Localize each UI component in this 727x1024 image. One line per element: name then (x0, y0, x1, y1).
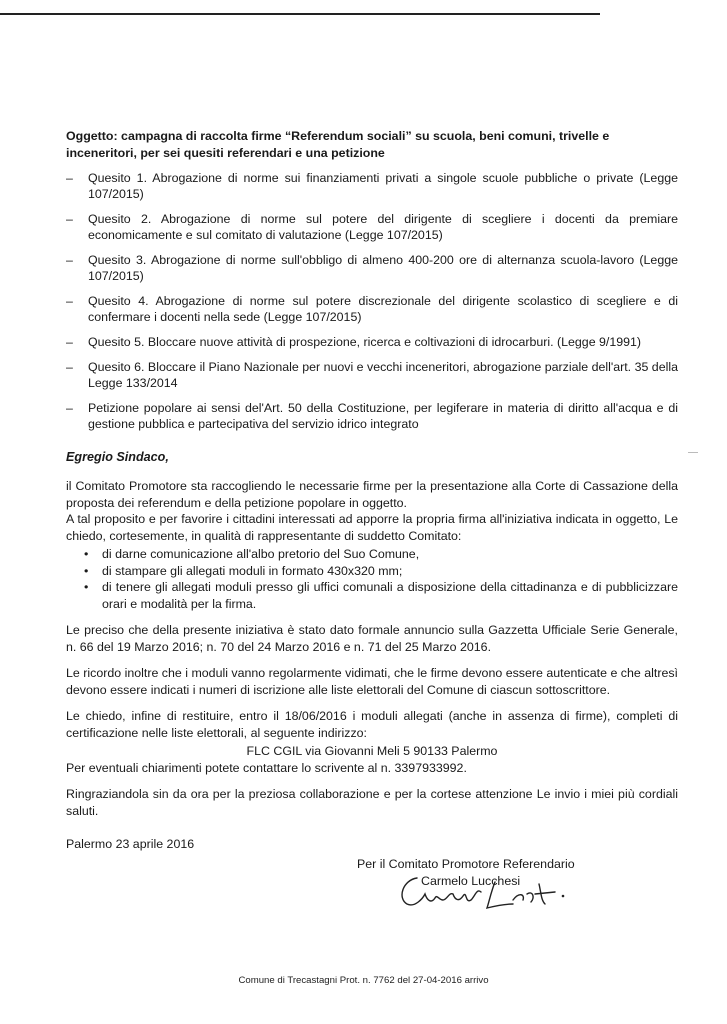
bullet-mark: • (84, 563, 89, 578)
paragraph-gazzetta: Le preciso che della presente iniziativa è stato dato formale annuncio sulla Gazzetta Ufficiale Serie Generale, n. 66 del 19 Marzo 2016; n. 70 del 24 Marzo 2016 e n. 71 del 25 Marzo 2016. (66, 623, 678, 654)
list-item (66, 293, 678, 325)
item-text: Quesito 6. Bloccare il Piano Nazionale per nuovi e vecchi inceneritori, abrogazione parziale dell'art. 35 della Legge 133/2014 (88, 360, 678, 390)
list-item (66, 579, 678, 612)
greeting: Egregio Sindaco, (66, 450, 169, 464)
list-item (66, 170, 678, 202)
dash-mark: – (66, 294, 73, 308)
bullet-text: di stampare gli allegati moduli in formato 430x320 mm; (102, 563, 403, 578)
letter-date: Palermo 23 aprile 2016 (66, 837, 195, 851)
paragraph-moduli: Le ricordo inoltre che i moduli vanno regolarmente vidimati, che le firme devono essere autenticate e che altresì devono essere indicati i numeri di iscrizione alle liste elettorali del Comune di ciascun sottoscrittore. (66, 666, 678, 697)
list-item (66, 359, 678, 391)
item-text: Quesito 3. Abrogazione di norme sull'obbligo di almeno 400-200 ore di alternanza scuola-lavoro (Legge 107/2015) (88, 253, 678, 283)
letter-body (66, 128, 678, 851)
handwritten-signature (395, 864, 615, 916)
item-text: Quesito 1. Abrogazione di norme sui finanziamenti privati a singole scuole pubbliche o private (Legge 107/2015) (88, 171, 678, 201)
dash-mark: – (66, 171, 73, 185)
subject-line: Oggetto: campagna di raccolta firme “Referendum sociali” su scuola, beni comuni, trivelle e inceneritori, per sei quesiti referendari e una petizione (66, 129, 610, 160)
item-text: Quesito 4. Abrogazione di norme sul potere discrezionale del dirigente scolastico di scegliere e di confermare i docenti nella sede (Legge 107/2015) (88, 294, 678, 324)
list-item (66, 334, 678, 350)
dash-mark: – (66, 335, 73, 349)
list-item (66, 563, 678, 580)
item-text: Petizione popolare ai sensi del'Art. 50 della Costituzione, per legiferare in materia di diritto all'acqua e di gestione pubblica e partecipativa del servizio idrico integrato (88, 401, 678, 431)
margin-mark (688, 452, 698, 453)
paragraph-closing: Ringraziandola sin da ora per la preziosa collaborazione e per la cortese attenzione Le invio i miei più cordiali saluti. (66, 787, 678, 818)
bullet-mark: • (84, 547, 89, 561)
list-item (66, 211, 678, 243)
dash-mark: – (66, 212, 73, 226)
paragraph-contact: Per eventuali chiarimenti potete contattare lo scrivente al n. 3397933992. (66, 760, 467, 775)
dash-mark: – (66, 253, 73, 267)
paragraph-return: Le chiedo, infine di restituire, entro il 18/06/2016 i moduli allegati (anche in assenza di firme), completi di certificazione nelle liste elettorali, al seguente indirizzo: (66, 709, 678, 740)
signer-name: Carmelo Lucchesi (421, 874, 521, 888)
list-item (66, 400, 678, 432)
top-border-line (0, 13, 600, 15)
item-text: Quesito 2. Abrogazione di norme sul potere del dirigente di scegliere i docenti da premiare economicamente e sul comitato di valutazione (Legge 107/2015) (88, 212, 678, 242)
bullet-mark: • (84, 580, 89, 594)
list-item (66, 252, 678, 284)
referendum-items-list (66, 170, 678, 432)
item-text: Quesito 5. Bloccare nuove attività di prospezione, ricerca e coltivazioni di idrocarburi. (Legge 9/1991) (88, 335, 642, 349)
dash-mark: – (66, 401, 73, 415)
bullet-text: di tenere gli allegati moduli presso gli uffici comunali a disposizione della cittadinanza e di pubblicizzare orari e modalità per la firma. (102, 580, 678, 611)
signer-role: Per il Comitato Promotore Referendario (357, 857, 575, 871)
signature-block (357, 856, 617, 890)
protocol-stamp: Comune di Trecastagni Prot. n. 7762 del 27-04-2016 arrivo (238, 975, 489, 986)
return-address: FLC CGIL via Giovanni Meli 5 90133 Palermo (246, 744, 498, 758)
paragraph-request: A tal proposito e per favorire i cittadini interessati ad apporre la propria firma all'iniziativa indicata in oggetto, Le chiedo, cortesemente, in qualità di rappresentante di suddetto Comitato: (66, 512, 678, 543)
request-bullets (66, 546, 678, 612)
paragraph-intro: il Comitato Promotore sta raccogliendo le necessarie firme per la presentazione alla Corte di Cassazione della proposta dei referendum e della petizione popolare in oggetto. (66, 479, 678, 510)
list-item (66, 546, 678, 563)
dash-mark: – (66, 360, 73, 374)
bullet-text: di darne comunicazione all'albo pretorio del Suo Comune, (102, 547, 420, 561)
